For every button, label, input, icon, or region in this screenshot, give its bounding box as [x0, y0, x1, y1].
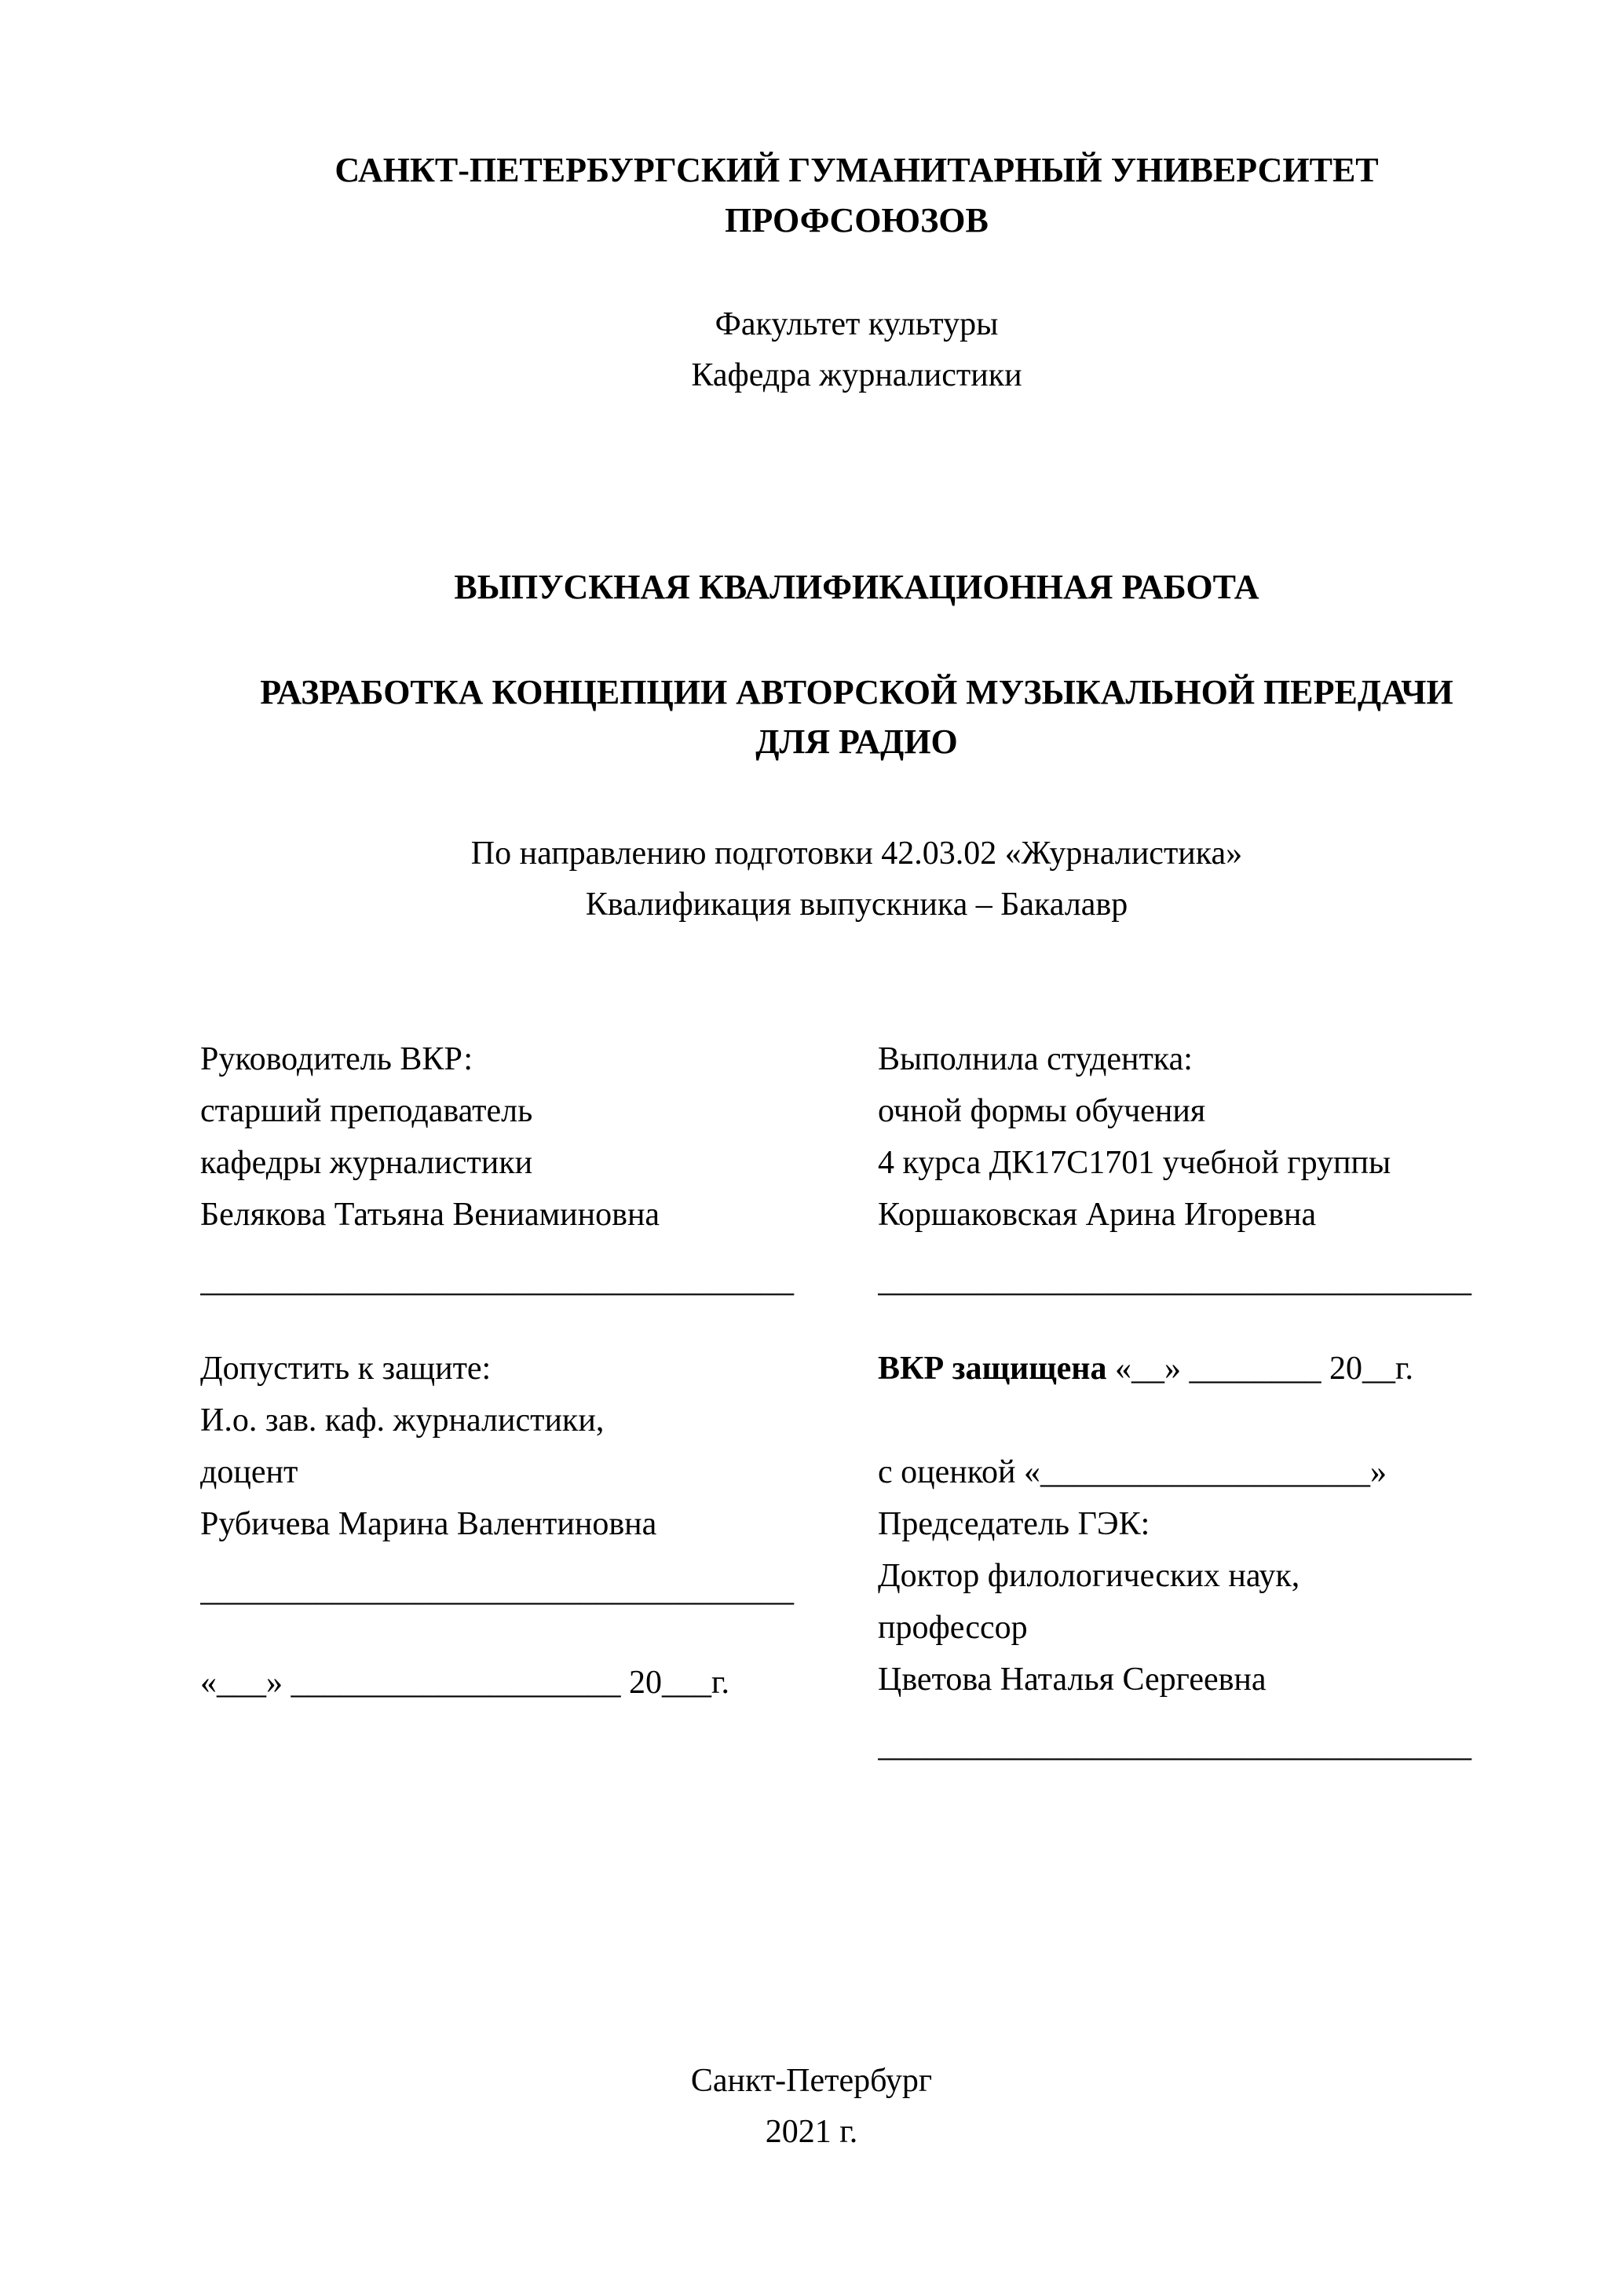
supervisor-position-line2: кафедры журналистики: [200, 1145, 533, 1182]
faculty-name: Факультет культуры: [715, 305, 999, 342]
university-name-line2: ПРОФСОЮЗОВ: [725, 200, 989, 239]
university-header: [200, 145, 1513, 246]
footer-block: [0, 2056, 1623, 2158]
admission-name: Рубичева Марина Валентиновна: [200, 1505, 657, 1542]
supervisor-role-label: Руководитель ВКР:: [200, 1041, 473, 1078]
defense-line: [878, 1344, 1513, 1395]
footer-city: Санкт-Петербург: [690, 2063, 933, 2099]
work-type-heading: ВЫПУСКНАЯ КВАЛИФИКАЦИОННАЯ РАБОТА: [454, 567, 1259, 606]
blank-line: [878, 1395, 1513, 1447]
program-block: [200, 828, 1513, 930]
supervisor-position-line1: старший преподаватель: [200, 1093, 533, 1130]
committee-chair-degree: Доктор филологических наук,: [878, 1557, 1300, 1594]
student-group: 4 курса ДК17С1701 учебной группы: [878, 1145, 1391, 1182]
committee-signature-line: ____________________________________: [878, 1727, 1471, 1764]
grade-line: с оценкой «____________________»: [878, 1453, 1387, 1490]
supervisor-name: Белякова Татьяна Вениаминовна: [200, 1197, 660, 1234]
student-signature-line: ____________________________________: [878, 1263, 1471, 1300]
footer-year: 2021 г.: [765, 2114, 858, 2151]
thesis-title: [200, 667, 1513, 768]
left-column: [200, 1034, 878, 1771]
admission-date-line: «___» ____________________ 20___г.: [200, 1664, 729, 1701]
thesis-title-line2: ДЛЯ РАДИО: [755, 722, 958, 762]
committee-chair-title: профессор: [878, 1609, 1028, 1646]
faculty-block: [200, 299, 1513, 401]
university-name-line1: САНКТ-ПЕТЕРБУРГСКИЙ ГУМАНИТАРНЫЙ УНИВЕРСИТЕТ: [334, 151, 1379, 189]
qualification-line: Квалификация выпускника – Бакалавр: [585, 887, 1128, 923]
student-study-form: очной формы обучения: [878, 1093, 1206, 1130]
defense-label: ВКР защищена: [878, 1351, 1107, 1387]
signature-columns: [200, 1034, 1513, 1771]
right-column: [878, 1034, 1513, 1771]
page-content: [0, 145, 1623, 1772]
committee-chair-label: Председатель ГЭК:: [878, 1505, 1150, 1542]
admission-label: Допустить к защите:: [200, 1351, 492, 1387]
student-role-label: Выполнила студентка:: [878, 1041, 1193, 1078]
thesis-title-line1: РАЗРАБОТКА КОНЦЕПЦИИ АВТОРСКОЙ МУЗЫКАЛЬНОЙ ПЕРЕДАЧИ: [260, 672, 1453, 711]
supervisor-signature-line: ____________________________________: [200, 1263, 794, 1300]
student-name: Коршаковская Арина Игоревна: [878, 1197, 1317, 1234]
admission-position-line1: И.о. зав. каф. журналистики,: [200, 1402, 605, 1439]
admission-signature-line: ____________________________________: [200, 1571, 794, 1608]
program-line: По направлению подготовки 42.03.02 «Журналистика»: [470, 835, 1243, 872]
department-name: Кафедра журналистики: [691, 356, 1022, 393]
defense-date-blanks: «__» ________ 20__г.: [1106, 1351, 1413, 1387]
committee-chair-name: Цветова Наталья Сергеевна: [878, 1661, 1267, 1698]
admission-position-line2: доцент: [200, 1453, 298, 1490]
